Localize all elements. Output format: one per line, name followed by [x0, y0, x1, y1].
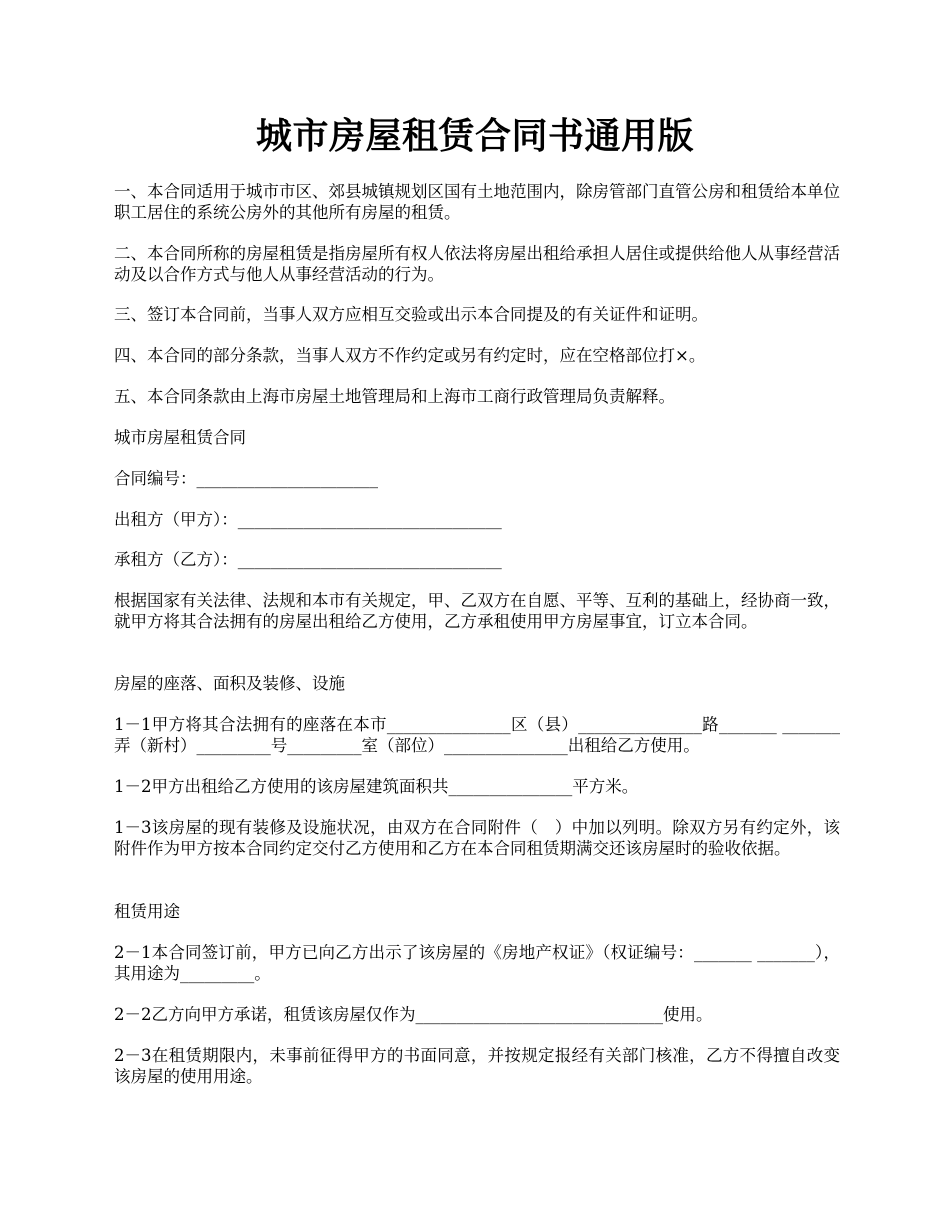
clause-1-3: 1－3该房屋的现有装修及设施状况，由双方在合同附件（ ）中加以列明。除双方另有约定外，该附件作为甲方按本合同约定交付乙方使用和乙方在本合同租赁期满交还该房屋时的验收依据。	[114, 818, 840, 858]
contract-number-field: 合同编号：______________________	[114, 469, 378, 488]
paragraph-blank-marking: 四、本合同的部分条款，当事人双方不作约定或另有约定时，应在空格部位打×。	[114, 346, 706, 365]
lessor-field: 出租方（甲方）：________________________________	[114, 510, 502, 529]
paragraph-interpretation: 五、本合同条款由上海市房屋土地管理局和上海市工商行政管理局负责解释。	[114, 387, 675, 406]
paragraph-verification: 三、签订本合同前，当事人双方应相互交验或出示本合同提及的有关证件和证明。	[114, 305, 708, 324]
clause-2-2: 2－2乙方向甲方承诺，租赁该房屋仅作为______________________________使用。	[114, 1005, 713, 1024]
clause-2-3: 2－3在租赁期限内，未事前征得甲方的书面同意，并按规定报经有关部门核准，乙方不得擅自改变该房屋的使用用途。	[114, 1046, 840, 1086]
section-heading-usage: 租赁用途	[114, 902, 180, 921]
paragraph-preamble: 根据国家有关法律、法规和本市有关规定，甲、乙双方在自愿、平等、互利的基础上，经协商一致，就甲方将其合法拥有的房屋出租给乙方使用，乙方承租使用甲方房屋事宜，订立本合同。	[114, 591, 840, 631]
section-heading-premises: 房屋的座落、面积及装修、设施	[114, 674, 345, 693]
paragraph-scope: 一、本合同适用于城市市区、郊县城镇规划区国有土地范围内，除房管部门直管公房和租赁给本单位职工居住的系统公房外的其他所有房屋的租赁。	[114, 182, 840, 222]
document-title: 城市房屋租赁合同书通用版	[255, 115, 694, 157]
lessee-field: 承租方（乙方）：________________________________	[114, 550, 502, 569]
contract-subtitle: 城市房屋租赁合同	[114, 428, 246, 447]
paragraph-definition: 二、本合同所称的房屋租赁是指房屋所有权人依法将房屋出租给承担人居住或提供给他人从事经营活动及以合作方式与他人从事经营活动的行为。	[114, 244, 840, 284]
clause-1-1: 1－1甲方将其合法拥有的座落在本市_______________区（县）_______________路_______ _______弄（新村）_________号_________室（部位）_______________出租给乙方使用。	[114, 715, 840, 755]
clause-1-2: 1－2甲方出租给乙方使用的该房屋建筑面积共_______________平方米。	[114, 777, 639, 796]
clause-2-1: 2－1本合同签订前，甲方已向乙方出示了该房屋的《房地产权证》（权证编号：_______ _______），其用途为_________。	[114, 943, 840, 983]
